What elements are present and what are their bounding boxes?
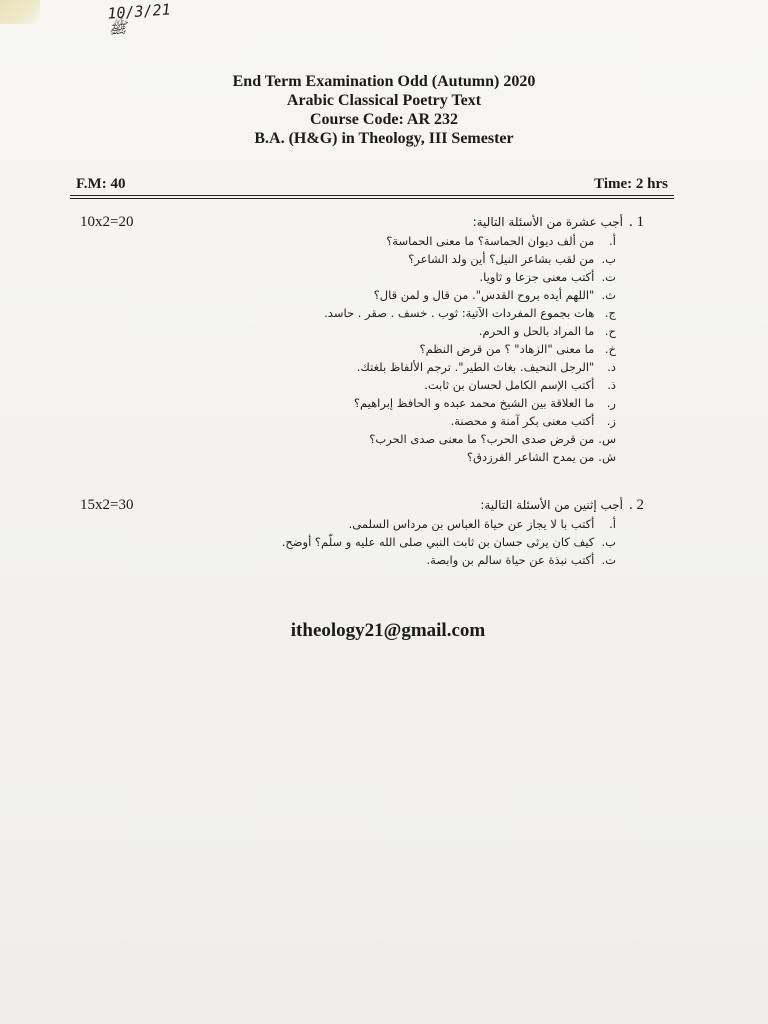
question-item bbox=[324, 412, 616, 430]
question-item-label: ج. bbox=[604, 306, 616, 320]
question-item-text: أكتب الإسم الكامل لحسان بن ثابت. bbox=[424, 378, 595, 392]
question-item bbox=[324, 376, 616, 394]
question1-marks: 10x2=20 bbox=[80, 214, 134, 230]
question-item bbox=[324, 358, 616, 376]
question-item-label: ب. bbox=[601, 252, 616, 266]
contact-email: itheology21@gmail.com bbox=[290, 620, 486, 641]
question-item bbox=[324, 268, 616, 286]
question-item-label: خ. bbox=[604, 342, 616, 356]
question-item-label: ذ. bbox=[607, 378, 616, 392]
question-item-text: من قرض صدى الحرب؟ ما معنى صدى الحرب؟ bbox=[369, 432, 595, 446]
question-item-label: د. bbox=[607, 360, 616, 374]
question-item-label: ت. bbox=[601, 270, 616, 284]
question-item-label: ش. bbox=[598, 450, 616, 464]
question1-instruction: أجب عشرة من الأسئلة التالية: bbox=[472, 215, 623, 229]
question-item-text: من يمدح الشاعر الفرزدق؟ bbox=[466, 450, 595, 464]
question-item-label: ت. bbox=[601, 553, 616, 567]
question-item-text: أكتب معنى بكر آمنة و محصنة. bbox=[450, 414, 595, 428]
question1-heading bbox=[473, 214, 644, 231]
question-item-text: من ألف ديوان الحماسة؟ ما معنى الحماسة؟ bbox=[386, 234, 595, 248]
question-item-label: ب. bbox=[601, 535, 616, 549]
course-code: Course Code: AR 232 bbox=[310, 111, 458, 128]
question-item bbox=[324, 322, 616, 340]
question-item bbox=[324, 250, 616, 268]
question-item-label: ر. bbox=[606, 396, 616, 410]
question-item-text: أكتب معنى جزعا و ثاويا. bbox=[479, 270, 595, 284]
question-item-label: ح. bbox=[604, 324, 616, 338]
question-item bbox=[324, 394, 616, 412]
question-item-text: أكتب با لا يجاز عن حياة العباس بن مرداس السلمى. bbox=[348, 517, 595, 531]
question-item bbox=[324, 286, 616, 304]
question2-number: 2 . bbox=[629, 497, 644, 513]
question2-list bbox=[282, 515, 616, 569]
question-item bbox=[324, 448, 616, 466]
program-name: B.A. (H&G) in Theology, III Semester bbox=[254, 130, 514, 147]
question-item-text: ما معنى "الزهاد" ؟ من قرض النظم؟ bbox=[419, 342, 595, 356]
question-item-label: أ. bbox=[609, 234, 616, 248]
question-item-text: "اللهم أيده بروح القدس". من قال و لمن قال؟ bbox=[373, 288, 595, 302]
subject-title: Arabic Classical Poetry Text bbox=[286, 92, 482, 109]
question-item bbox=[324, 340, 616, 358]
handwritten-date-note bbox=[107, 1, 189, 37]
question-item-text: كيف كان يرثى حسان بن ثابت النبي صلى الله عليه و سلّم؟ أوضح. bbox=[281, 535, 595, 549]
handwritten-initials: ﷺ bbox=[107, 18, 128, 38]
handwritten-date: 10/3/21 bbox=[106, 0, 172, 23]
question-item-label: س. bbox=[598, 432, 616, 446]
question-item-label: أ. bbox=[609, 517, 616, 531]
question1-number: 1 . bbox=[629, 214, 644, 230]
question2-marks: 15x2=30 bbox=[80, 497, 134, 513]
question2-heading bbox=[480, 497, 644, 514]
question-item-text: هات بجموع المفردات الآتية: ثوب . خسف . صقر . حاسد. bbox=[324, 306, 595, 320]
exam-title: End Term Examination Odd (Autumn) 2020 bbox=[232, 73, 536, 90]
question-item bbox=[324, 430, 616, 448]
question-item-text: من لقب بشاعر النيل؟ أين ولد الشاعر؟ bbox=[408, 252, 595, 266]
question-item-label: ز. bbox=[606, 414, 616, 428]
exam-time: Time: 2 hrs bbox=[594, 176, 668, 192]
question-item bbox=[282, 551, 616, 569]
question-item bbox=[282, 515, 616, 533]
question2-instruction: أجب إثنين من الأسئلة التالية: bbox=[480, 498, 623, 512]
question1-list bbox=[324, 232, 616, 466]
header-divider bbox=[70, 195, 674, 196]
question-item-text: "الرجل النحيف. بغاث الطير". ترجم الألفاظ بلغتك. bbox=[356, 360, 595, 374]
header-divider-second bbox=[70, 198, 674, 199]
exam-header bbox=[0, 72, 768, 148]
question-item-text: ما المراد بالحل و الحرم. bbox=[478, 324, 595, 338]
question-item bbox=[324, 232, 616, 250]
question-item bbox=[282, 533, 616, 551]
question-item-text: ما العلاقة بين الشيخ محمد عبده و الحافظ إبراهيم؟ bbox=[353, 396, 595, 410]
question-item-text: أكتب نبذة عن حياة سالم بن وابصة. bbox=[426, 553, 595, 567]
full-marks: F.M: 40 bbox=[76, 176, 126, 192]
paper-corner-shadow bbox=[0, 0, 40, 24]
question-item-label: ث. bbox=[601, 288, 616, 302]
question-item bbox=[324, 304, 616, 322]
